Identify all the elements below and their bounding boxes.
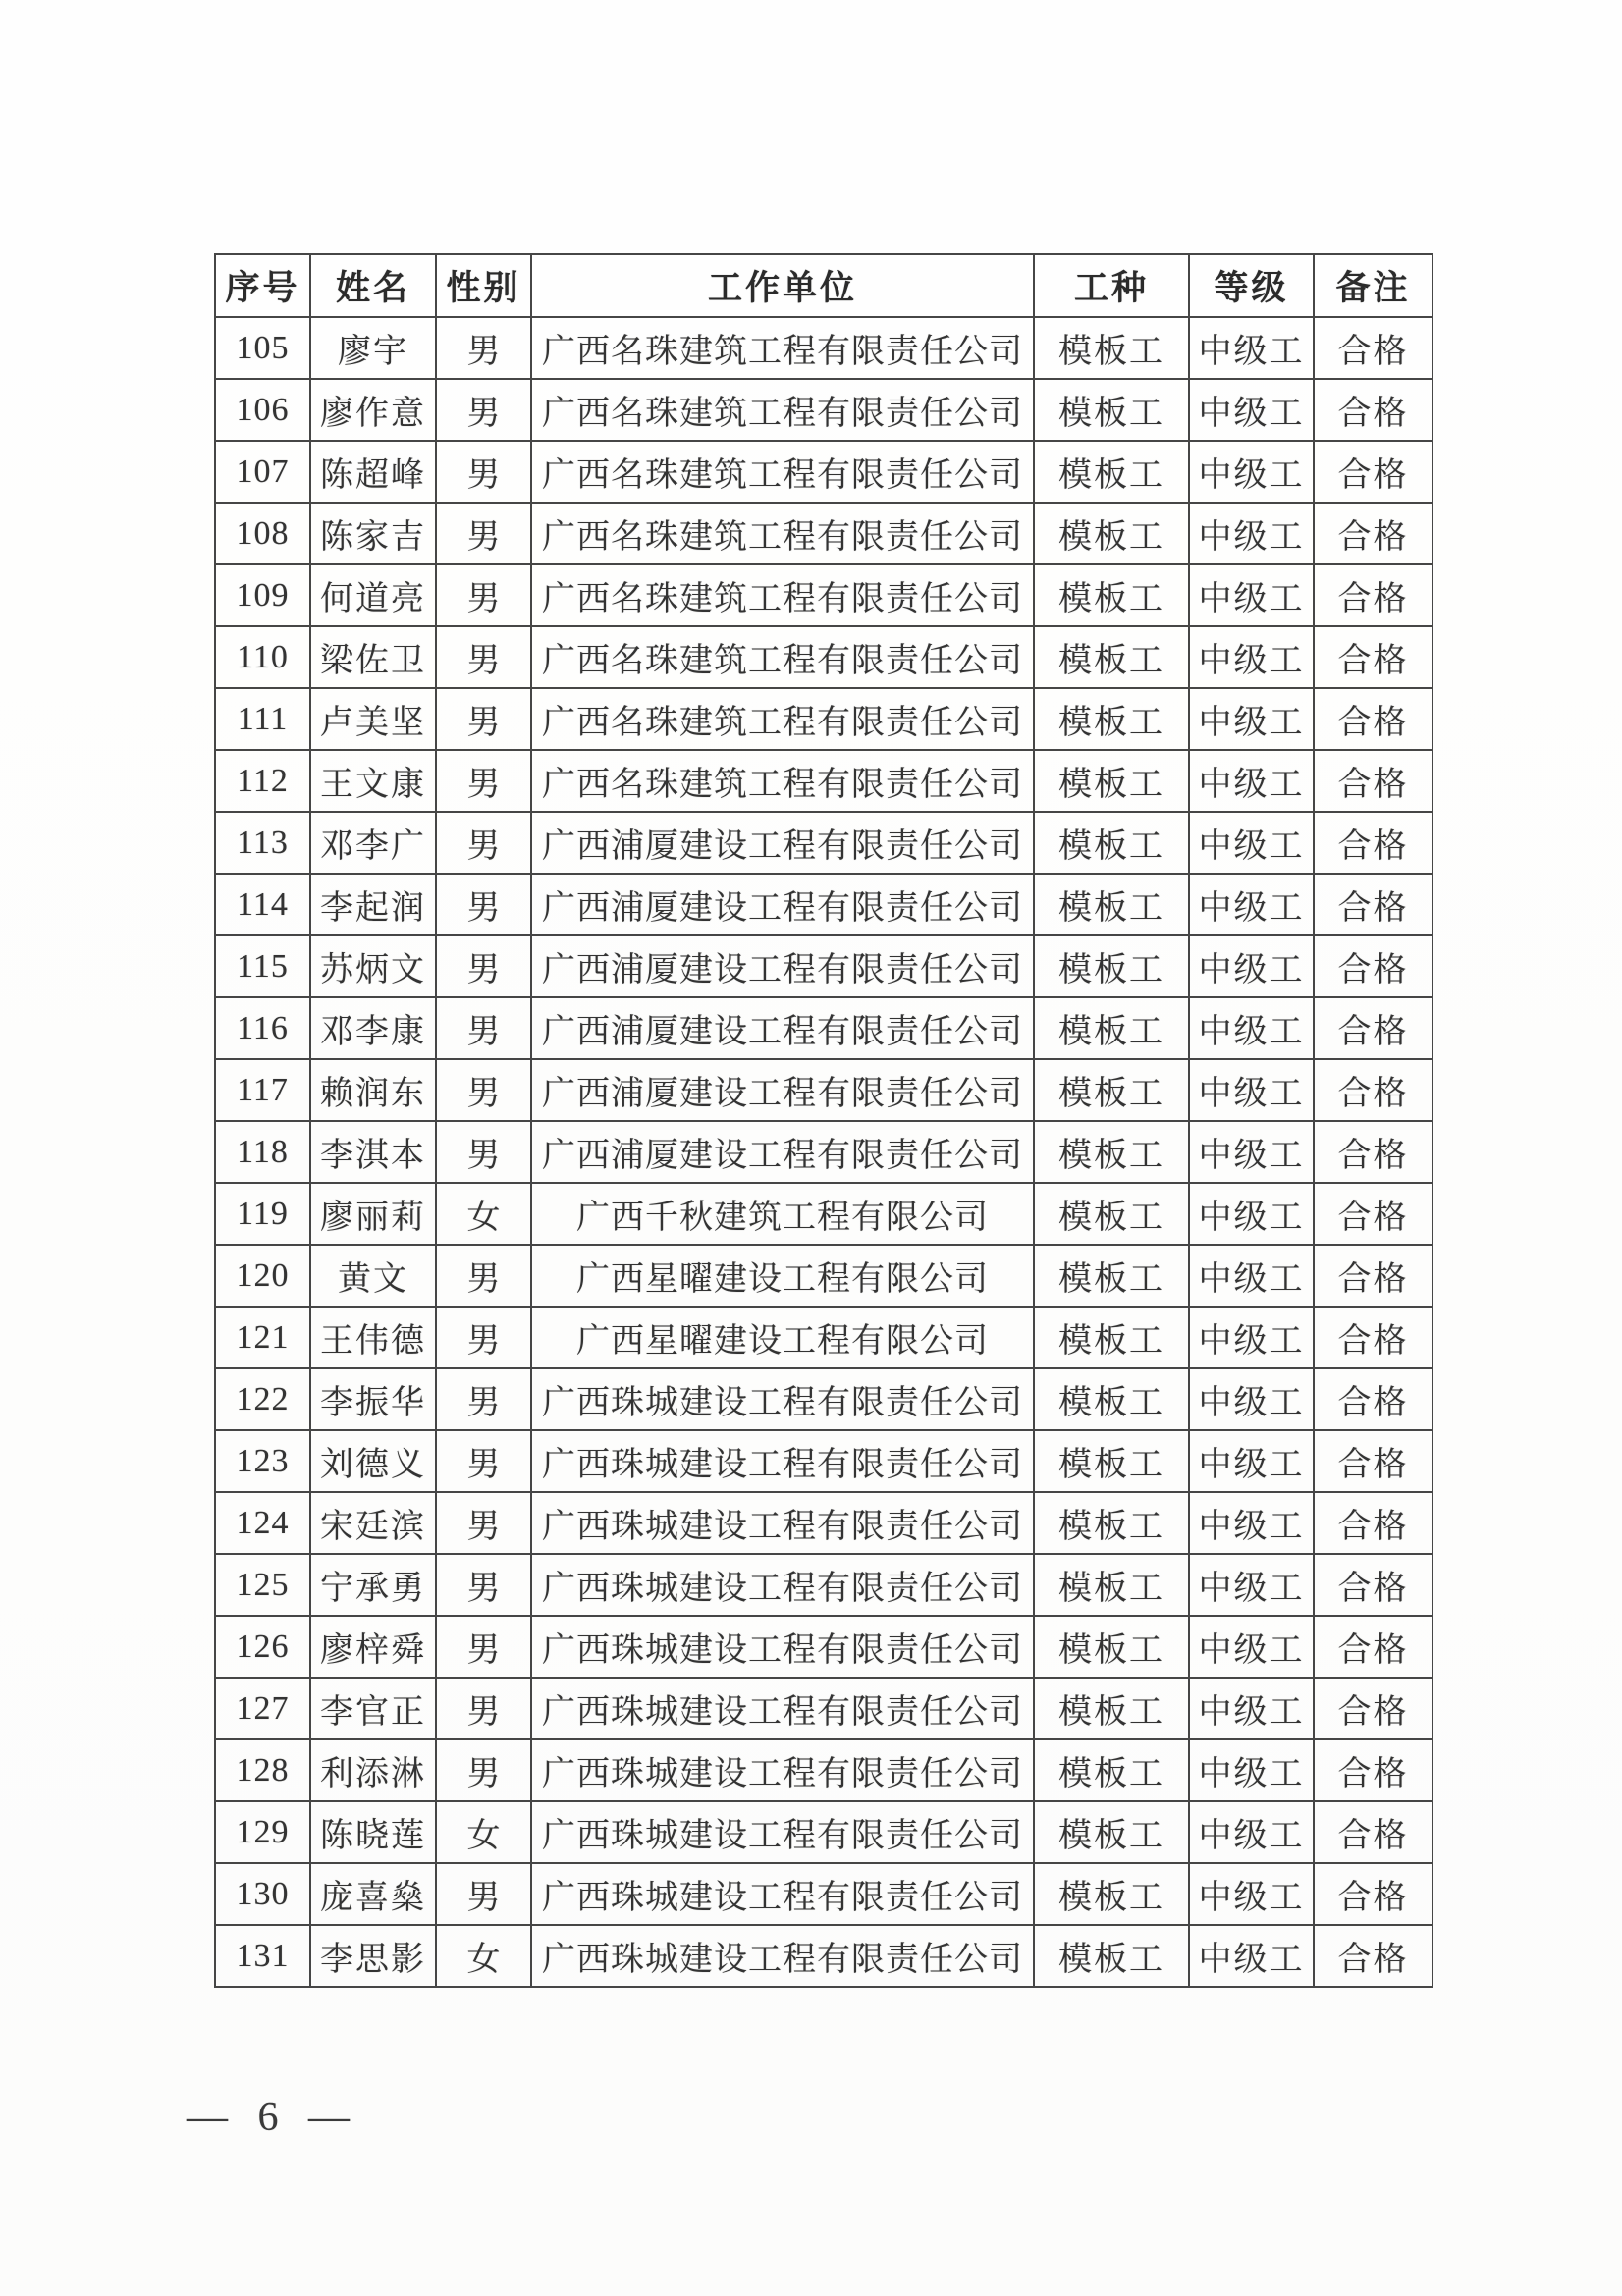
gender-cell: 男 [436,1307,531,1368]
trade-cell: 模板工 [1034,1183,1189,1245]
grade-cell: 中级工 [1189,564,1314,626]
grade-cell: 中级工 [1189,1739,1314,1801]
remark-cell: 合格 [1314,1863,1433,1925]
gender-cell: 男 [436,1121,531,1183]
name-cell: 邓李广 [310,812,436,874]
company-cell: 广西名珠建筑工程有限责任公司 [531,441,1034,503]
table-row [215,1430,1433,1492]
table-row [215,1863,1433,1925]
remark-cell: 合格 [1314,997,1433,1059]
remark-cell: 合格 [1314,1801,1433,1863]
gender-cell: 男 [436,441,531,503]
grade-cell: 中级工 [1189,1059,1314,1121]
name-cell: 卢美坚 [310,688,436,750]
trade-cell: 模板工 [1034,1430,1189,1492]
serial-cell: 124 [215,1492,310,1554]
trade-cell: 模板工 [1034,1059,1189,1121]
table-row [215,317,1433,379]
trade-cell: 模板工 [1034,1554,1189,1616]
name-cell: 廖宇 [310,317,436,379]
table-row [215,1492,1433,1554]
grade-cell: 中级工 [1189,626,1314,688]
serial-cell: 123 [215,1430,310,1492]
serial-cell: 107 [215,441,310,503]
company-cell: 广西珠城建设工程有限责任公司 [531,1678,1034,1739]
serial-cell: 111 [215,688,310,750]
trade-cell: 模板工 [1034,750,1189,812]
gender-cell: 男 [436,1059,531,1121]
table-row [215,379,1433,441]
gender-cell: 男 [436,874,531,935]
grade-cell: 中级工 [1189,1121,1314,1183]
serial-cell: 113 [215,812,310,874]
name-cell: 苏炳文 [310,935,436,997]
remark-cell: 合格 [1314,503,1433,564]
serial-cell: 105 [215,317,310,379]
company-cell: 广西浦厦建设工程有限责任公司 [531,935,1034,997]
remark-cell: 合格 [1314,1554,1433,1616]
company-cell: 广西珠城建设工程有限责任公司 [531,1430,1034,1492]
serial-cell: 130 [215,1863,310,1925]
remark-cell: 合格 [1314,874,1433,935]
table-row [215,1554,1433,1616]
grade-cell: 中级工 [1189,379,1314,441]
table-row [215,874,1433,935]
table-row [215,935,1433,997]
remark-cell: 合格 [1314,688,1433,750]
grade-cell: 中级工 [1189,1307,1314,1368]
serial-cell: 125 [215,1554,310,1616]
company-cell: 广西名珠建筑工程有限责任公司 [531,503,1034,564]
header-trade: 工种 [1034,254,1189,317]
name-cell: 利添淋 [310,1739,436,1801]
remark-cell: 合格 [1314,1183,1433,1245]
name-cell: 黄文 [310,1245,436,1307]
table-row [215,1121,1433,1183]
gender-cell: 男 [436,317,531,379]
grade-cell: 中级工 [1189,1925,1314,1987]
name-cell: 廖丽莉 [310,1183,436,1245]
name-cell: 王伟德 [310,1307,436,1368]
trade-cell: 模板工 [1034,1739,1189,1801]
company-cell: 广西浦厦建设工程有限责任公司 [531,812,1034,874]
name-cell: 刘德义 [310,1430,436,1492]
table-row [215,1059,1433,1121]
name-cell: 李起润 [310,874,436,935]
name-cell: 庞喜燊 [310,1863,436,1925]
company-cell: 广西名珠建筑工程有限责任公司 [531,564,1034,626]
remark-cell: 合格 [1314,564,1433,626]
grade-cell: 中级工 [1189,750,1314,812]
serial-cell: 118 [215,1121,310,1183]
gender-cell: 男 [436,1739,531,1801]
company-cell: 广西浦厦建设工程有限责任公司 [531,997,1034,1059]
company-cell: 广西浦厦建设工程有限责任公司 [531,874,1034,935]
company-cell: 广西浦厦建设工程有限责任公司 [531,1059,1034,1121]
name-cell: 赖润东 [310,1059,436,1121]
remark-cell: 合格 [1314,441,1433,503]
remark-cell: 合格 [1314,379,1433,441]
name-cell: 廖作意 [310,379,436,441]
grade-cell: 中级工 [1189,935,1314,997]
trade-cell: 模板工 [1034,812,1189,874]
header-grade: 等级 [1189,254,1314,317]
table-row [215,1183,1433,1245]
gender-cell: 男 [436,750,531,812]
serial-cell: 114 [215,874,310,935]
grade-cell: 中级工 [1189,503,1314,564]
table-row [215,1245,1433,1307]
company-cell: 广西星曜建设工程有限公司 [531,1307,1034,1368]
serial-cell: 117 [215,1059,310,1121]
remark-cell: 合格 [1314,317,1433,379]
trade-cell: 模板工 [1034,1492,1189,1554]
serial-cell: 112 [215,750,310,812]
company-cell: 广西珠城建设工程有限责任公司 [531,1863,1034,1925]
remark-cell: 合格 [1314,1245,1433,1307]
company-cell: 广西珠城建设工程有限责任公司 [531,1368,1034,1430]
gender-cell: 女 [436,1801,531,1863]
header-serial: 序号 [215,254,310,317]
remark-cell: 合格 [1314,1121,1433,1183]
trade-cell: 模板工 [1034,997,1189,1059]
remark-cell: 合格 [1314,1059,1433,1121]
remark-cell: 合格 [1314,1368,1433,1430]
grade-cell: 中级工 [1189,317,1314,379]
name-cell: 廖梓舜 [310,1616,436,1678]
grade-cell: 中级工 [1189,1368,1314,1430]
trade-cell: 模板工 [1034,688,1189,750]
trade-cell: 模板工 [1034,626,1189,688]
company-cell: 广西浦厦建设工程有限责任公司 [531,1121,1034,1183]
remark-cell: 合格 [1314,1492,1433,1554]
table-row [215,1739,1433,1801]
company-cell: 广西珠城建设工程有限责任公司 [531,1925,1034,1987]
table-row [215,503,1433,564]
name-cell: 何道亮 [310,564,436,626]
grade-cell: 中级工 [1189,1863,1314,1925]
serial-cell: 115 [215,935,310,997]
table-header-row [215,254,1433,317]
trade-cell: 模板工 [1034,1801,1189,1863]
company-cell: 广西名珠建筑工程有限责任公司 [531,750,1034,812]
company-cell: 广西珠城建设工程有限责任公司 [531,1801,1034,1863]
gender-cell: 男 [436,1245,531,1307]
grade-cell: 中级工 [1189,1492,1314,1554]
name-cell: 梁佐卫 [310,626,436,688]
table-row [215,1307,1433,1368]
grade-cell: 中级工 [1189,1801,1314,1863]
serial-cell: 126 [215,1616,310,1678]
table-row [215,997,1433,1059]
gender-cell: 男 [436,1616,531,1678]
trade-cell: 模板工 [1034,1121,1189,1183]
table-row [215,1678,1433,1739]
table-row [215,688,1433,750]
trade-cell: 模板工 [1034,1616,1189,1678]
remark-cell: 合格 [1314,1739,1433,1801]
gender-cell: 男 [436,812,531,874]
trade-cell: 模板工 [1034,1678,1189,1739]
serial-cell: 127 [215,1678,310,1739]
grade-cell: 中级工 [1189,1245,1314,1307]
grade-cell: 中级工 [1189,688,1314,750]
gender-cell: 男 [436,1863,531,1925]
page-number: — 6 — [187,2095,359,2140]
company-cell: 广西珠城建设工程有限责任公司 [531,1492,1034,1554]
gender-cell: 男 [436,503,531,564]
gender-cell: 男 [436,1430,531,1492]
name-cell: 陈超峰 [310,441,436,503]
trade-cell: 模板工 [1034,317,1189,379]
remark-cell: 合格 [1314,626,1433,688]
gender-cell: 男 [436,997,531,1059]
remark-cell: 合格 [1314,812,1433,874]
table-row [215,750,1433,812]
name-cell: 陈家吉 [310,503,436,564]
gender-cell: 男 [436,1678,531,1739]
serial-cell: 119 [215,1183,310,1245]
table-row [215,1368,1433,1430]
table-row [215,1616,1433,1678]
company-cell: 广西名珠建筑工程有限责任公司 [531,379,1034,441]
table-row [215,812,1433,874]
header-company: 工作单位 [531,254,1034,317]
remark-cell: 合格 [1314,1616,1433,1678]
serial-cell: 131 [215,1925,310,1987]
serial-cell: 106 [215,379,310,441]
trade-cell: 模板工 [1034,379,1189,441]
company-cell: 广西星曜建设工程有限公司 [531,1245,1034,1307]
serial-cell: 109 [215,564,310,626]
grade-cell: 中级工 [1189,874,1314,935]
trade-cell: 模板工 [1034,1863,1189,1925]
grade-cell: 中级工 [1189,441,1314,503]
grade-cell: 中级工 [1189,812,1314,874]
gender-cell: 女 [436,1183,531,1245]
grade-cell: 中级工 [1189,1183,1314,1245]
header-name: 姓名 [310,254,436,317]
grade-cell: 中级工 [1189,1430,1314,1492]
serial-cell: 129 [215,1801,310,1863]
header-remark: 备注 [1314,254,1433,317]
serial-cell: 128 [215,1739,310,1801]
grade-cell: 中级工 [1189,1616,1314,1678]
company-cell: 广西名珠建筑工程有限责任公司 [531,688,1034,750]
gender-cell: 男 [436,564,531,626]
trade-cell: 模板工 [1034,1925,1189,1987]
name-cell: 宋廷滨 [310,1492,436,1554]
table-row [215,564,1433,626]
grade-cell: 中级工 [1189,997,1314,1059]
serial-cell: 110 [215,626,310,688]
trade-cell: 模板工 [1034,503,1189,564]
gender-cell: 男 [436,935,531,997]
serial-cell: 122 [215,1368,310,1430]
remark-cell: 合格 [1314,1925,1433,1987]
name-cell: 李官正 [310,1678,436,1739]
name-cell: 李思影 [310,1925,436,1987]
gender-cell: 男 [436,379,531,441]
gender-cell: 男 [436,1368,531,1430]
company-cell: 广西珠城建设工程有限责任公司 [531,1554,1034,1616]
remark-cell: 合格 [1314,935,1433,997]
name-cell: 陈晓莲 [310,1801,436,1863]
gender-cell: 男 [436,626,531,688]
name-cell: 邓李康 [310,997,436,1059]
trade-cell: 模板工 [1034,935,1189,997]
trade-cell: 模板工 [1034,1368,1189,1430]
trade-cell: 模板工 [1034,874,1189,935]
grade-cell: 中级工 [1189,1554,1314,1616]
remark-cell: 合格 [1314,1678,1433,1739]
name-cell: 王文康 [310,750,436,812]
company-cell: 广西珠城建设工程有限责任公司 [531,1739,1034,1801]
name-cell: 宁承勇 [310,1554,436,1616]
trade-cell: 模板工 [1034,1245,1189,1307]
table-row [215,441,1433,503]
remark-cell: 合格 [1314,1307,1433,1368]
serial-cell: 108 [215,503,310,564]
trade-cell: 模板工 [1034,564,1189,626]
company-cell: 广西珠城建设工程有限责任公司 [531,1616,1034,1678]
company-cell: 广西名珠建筑工程有限责任公司 [531,626,1034,688]
remark-cell: 合格 [1314,750,1433,812]
table-row [215,1801,1433,1863]
serial-cell: 121 [215,1307,310,1368]
certification-roster-table [214,253,1433,1988]
gender-cell: 男 [436,688,531,750]
remark-cell: 合格 [1314,1430,1433,1492]
name-cell: 李振华 [310,1368,436,1430]
serial-cell: 120 [215,1245,310,1307]
table-row [215,626,1433,688]
gender-cell: 男 [436,1554,531,1616]
table-row [215,1925,1433,1987]
name-cell: 李淇本 [310,1121,436,1183]
trade-cell: 模板工 [1034,441,1189,503]
grade-cell: 中级工 [1189,1678,1314,1739]
gender-cell: 男 [436,1492,531,1554]
company-cell: 广西名珠建筑工程有限责任公司 [531,317,1034,379]
serial-cell: 116 [215,997,310,1059]
company-cell: 广西千秋建筑工程有限公司 [531,1183,1034,1245]
trade-cell: 模板工 [1034,1307,1189,1368]
gender-cell: 女 [436,1925,531,1987]
header-gender: 性别 [436,254,531,317]
